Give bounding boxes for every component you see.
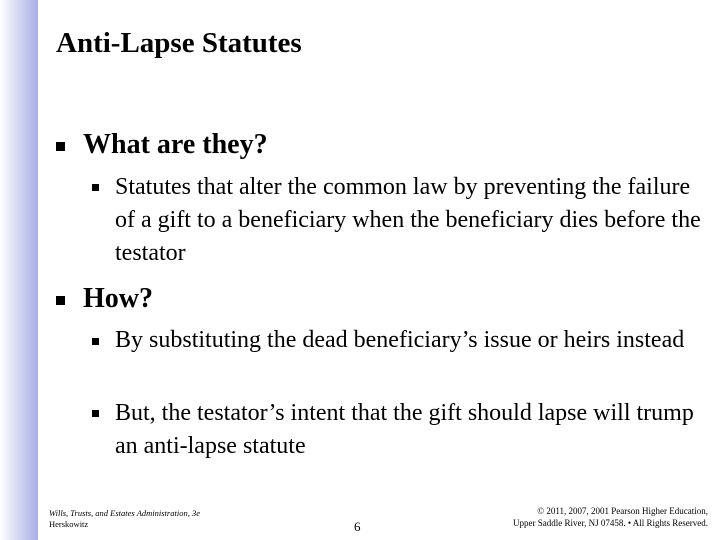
copyright-line-2: Upper Saddle River, NJ 07458. • All Rights Reserved. (512, 518, 708, 528)
footer-citation (49, 508, 200, 530)
sub-bullet-square-icon (92, 184, 99, 191)
footer-book-title: Wills, Trusts, and Estates Administration, 3e (49, 508, 200, 518)
section-heading-how: How? (83, 283, 153, 314)
point-definition: Statutes that alter the common law by preventing the failure of a gift to a beneficiary when the beneficiary dies before the testator (115, 174, 701, 266)
copyright-line-1: © 2011, 2007, 2001 Pearson Higher Education, (537, 506, 708, 516)
footer-author: Herskowitz (49, 519, 89, 529)
section-heading-what: What are they? (83, 129, 268, 160)
sub-bullet-square-icon (92, 338, 99, 345)
point-intent: But, the testator’s intent that the gift should lapse will trump an anti-lapse statute (115, 400, 694, 459)
page-number: 6 (354, 519, 361, 534)
slide-title: Anti-Lapse Statutes (56, 27, 302, 59)
footer-copyright (513, 505, 708, 529)
left-accent-bar (0, 0, 38, 540)
bullet-square-icon (56, 296, 65, 305)
sub-bullet-square-icon (92, 410, 99, 417)
point-substitution: By substituting the dead beneficiary’s issue or heirs instead (115, 327, 685, 353)
bullet-square-icon (56, 142, 65, 151)
